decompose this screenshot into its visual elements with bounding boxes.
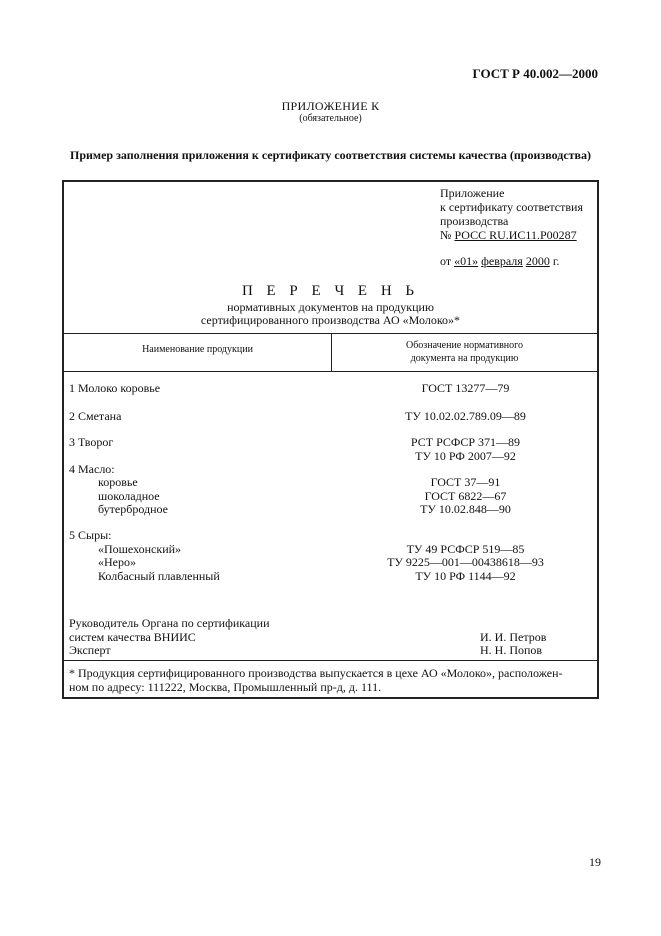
product-name: 3 Творог xyxy=(69,435,114,449)
expert-name: Н. Н. Попов xyxy=(480,643,543,657)
number-value: РОСС RU.ИС11.Р00287 xyxy=(454,228,577,242)
document-designation: ТУ 10 РФ 1144—92 xyxy=(415,569,516,583)
list-title: П Е Р Е Ч Е Н Ь xyxy=(241,283,420,299)
product-name: 2 Сметана xyxy=(69,409,122,423)
product-name: бутербродное xyxy=(98,502,168,516)
column-header-document-line1: Обозначение нормативного xyxy=(405,340,524,351)
date-month: февраля xyxy=(481,254,523,268)
date-year: 2000 xyxy=(525,254,550,268)
footnote-rule xyxy=(64,660,597,661)
product-name: коровье xyxy=(98,475,138,489)
date-year-suffix: г. xyxy=(552,254,560,268)
number-prefix: № xyxy=(440,228,452,242)
appendix-note: (обязательное) xyxy=(299,113,362,124)
form-frame xyxy=(62,180,599,699)
document-designation: ТУ 10 РФ 2007—92 xyxy=(415,449,516,463)
product-name: «Неро» xyxy=(98,555,136,569)
attachment-date xyxy=(440,254,559,269)
product-name: Колбасный плавленный xyxy=(98,569,220,583)
head-signature-line2: систем качества ВНИИС xyxy=(69,630,196,644)
document-designation: ТУ 9225—001—00438618—93 xyxy=(387,555,544,569)
head-signature-line1: Руководитель Органа по сертификации xyxy=(69,616,270,630)
example-title: Пример заполнения приложения к сертификату соответствия системы качества (производства) xyxy=(69,148,592,162)
document-designation: ТУ 10.02.02.789.09—89 xyxy=(405,409,526,423)
page-number: 19 xyxy=(589,855,601,869)
appendix-title: ПРИЛОЖЕНИЕ К xyxy=(281,99,380,113)
column-header-document-line2: документа на продукцию xyxy=(410,353,519,364)
list-subtitle-1: нормативных документов на продукцию xyxy=(227,300,434,314)
product-name: 5 Сыры: xyxy=(69,528,112,542)
footnote-line1: * Продукция сертифицированного производства выпускается в цехе АО «Молоко», расположен- xyxy=(69,666,563,680)
document-designation: ГОСТ 37—91 xyxy=(430,475,501,489)
certificate-number xyxy=(440,228,577,243)
document-designation: ГОСТ 13277—79 xyxy=(421,381,510,395)
product-name: 1 Молоко коровье xyxy=(69,381,161,395)
footnote-line2: ном по адресу: 111222, Москва, Промышленный пр-д, д. 111. xyxy=(69,680,382,694)
product-name: «Пошехонский» xyxy=(98,542,182,556)
attachment-line1: Приложение xyxy=(440,186,505,200)
attachment-line2: к сертификату соответствия xyxy=(440,200,583,214)
document-designation: РСТ РСФСР 371—89 xyxy=(410,435,521,449)
product-name: 4 Масло: xyxy=(69,462,115,476)
document-designation: ТУ 10.02.848—90 xyxy=(420,502,511,516)
column-header-document xyxy=(332,339,597,365)
date-prefix: от xyxy=(440,254,452,268)
document-designation: ГОСТ 6822—67 xyxy=(424,489,507,503)
head-name: И. И. Петров xyxy=(480,630,547,644)
table-header-rule xyxy=(64,371,597,372)
document-code: ГОСТ Р 40.002—2000 xyxy=(472,66,598,81)
document-designation: ТУ 49 РСФСР 519—85 xyxy=(406,542,525,556)
list-subtitle-2: сертифицированного производства АО «Молоко»* xyxy=(200,313,461,327)
product-name: шоколадное xyxy=(98,489,160,503)
expert-label: Эксперт xyxy=(69,643,111,657)
column-header-product: Наименование продукции xyxy=(142,344,253,355)
attachment-line3: производства xyxy=(440,214,509,228)
date-day: «01» xyxy=(454,254,479,268)
